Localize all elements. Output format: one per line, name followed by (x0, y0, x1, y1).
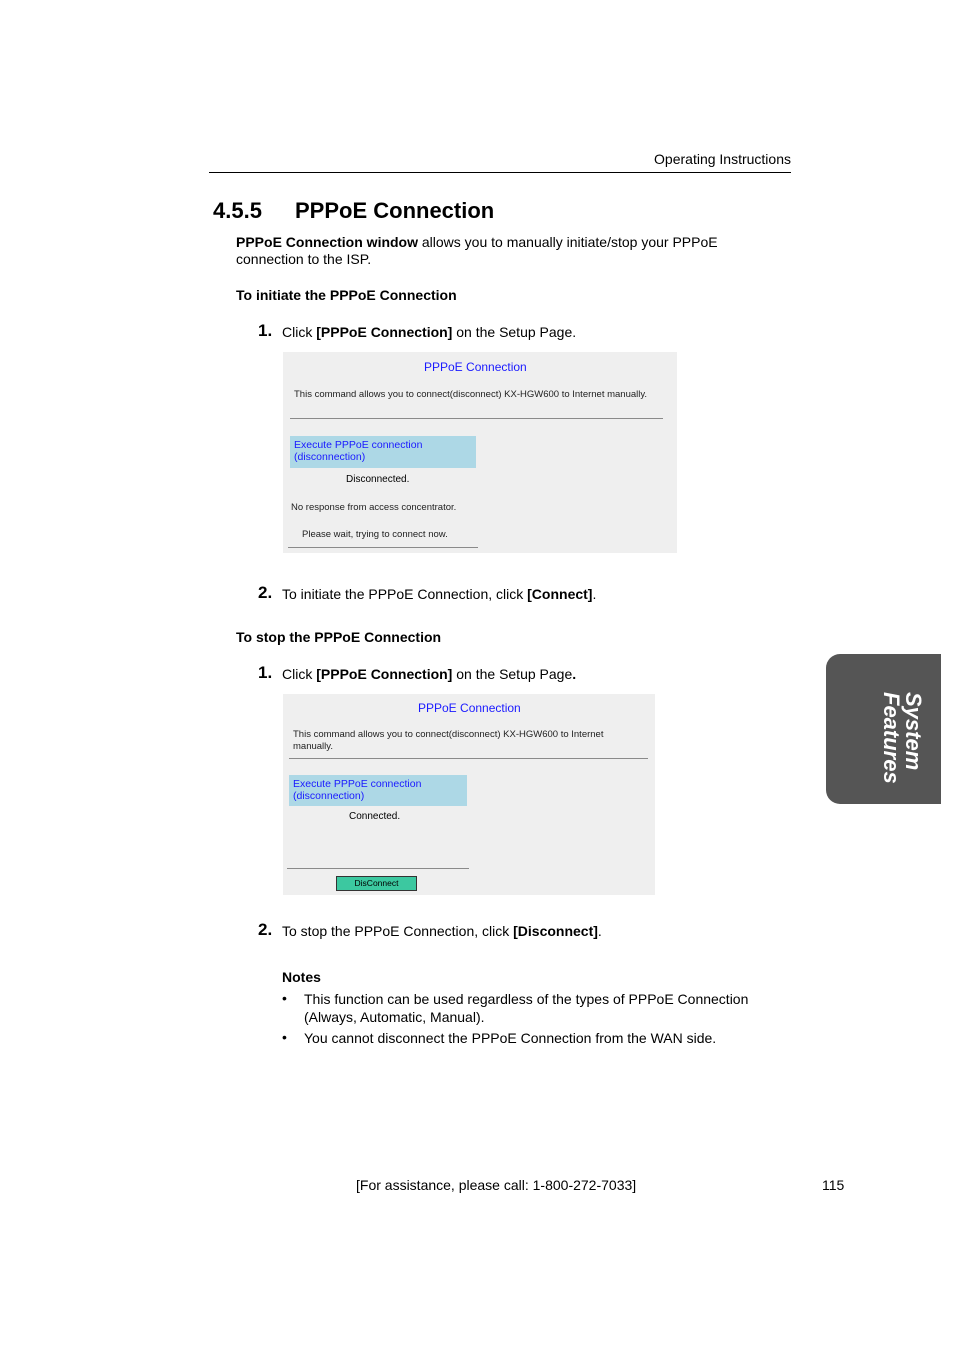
disconnect-button[interactable]: DisConnect (336, 876, 417, 891)
stop-heading: To stop the PPPoE Connection (236, 629, 442, 645)
step-text-post: . (592, 586, 597, 602)
connection-status: Disconnected. (346, 474, 410, 485)
initiate-step1-number: 1. (258, 321, 273, 340)
stop-step1-number: 1. (258, 663, 273, 682)
step-text-bold: [Disconnect] (513, 923, 598, 939)
step-text-pre: To stop the PPPoE Connection, click (282, 923, 514, 939)
shot-divider (290, 418, 663, 419)
initiate-step2-number: 2. (258, 583, 273, 602)
step-text-bold: [PPPoE Connection] (316, 324, 453, 340)
notes-heading: Notes (282, 969, 321, 985)
note-item: You cannot disconnect the PPPoE Connection from the WAN side. (304, 1030, 717, 1046)
connection-status: Connected. (349, 811, 401, 822)
intro-bold: PPPoE Connection window (236, 234, 418, 250)
screenshot-initiate (283, 352, 677, 553)
header-rule (209, 172, 791, 173)
stop-step2-text (282, 923, 602, 939)
section-number: 4.5.5 (213, 198, 262, 223)
execute-connection-label: Execute PPPoE connection (disconnection) (290, 436, 476, 468)
screenshot-stop (283, 694, 655, 895)
execute-connection-label: Execute PPPoE connection (disconnection) (289, 775, 467, 806)
step-text-pre: Click (282, 324, 317, 340)
step-text-pre: Click (282, 666, 317, 682)
initiate-step2-text (282, 586, 596, 602)
tab-line1: System (901, 692, 926, 771)
step-text-period: . (572, 666, 577, 682)
stop-step2-number: 2. (258, 920, 273, 939)
shot-description: This command allows you to connect(disconnect) KX-HGW600 to Internet manually. (293, 729, 604, 752)
shot-bottom-divider (288, 547, 478, 548)
shot-description: This command allows you to connect(disconnect) KX-HGW600 to Internet manually. (294, 389, 648, 400)
step-text-post: on the Setup Page. (452, 324, 577, 340)
shot-divider (289, 758, 648, 759)
bullet-icon: • (282, 990, 287, 1006)
initiate-heading: To initiate the PPPoE Connection (236, 287, 457, 303)
bullet-icon: • (282, 1029, 287, 1045)
step-text-post: on the Setup Page (452, 666, 573, 682)
chapter-tab (826, 654, 941, 804)
intro-paragraph (236, 234, 756, 268)
note-item: This function can be used regardless of the types of PPPoE Connection (Always, Automatic, Manual). (304, 991, 749, 1025)
initiate-step1-text (282, 324, 576, 340)
shot-bottom-divider (287, 868, 469, 869)
footer-assistance: [For assistance, please call: 1-800-272-7033] (356, 1177, 637, 1193)
shot-title: PPPoE Connection (418, 701, 521, 715)
stop-step1-text (282, 666, 576, 682)
shot-title: PPPoE Connection (424, 360, 527, 374)
step-text-bold: [PPPoE Connection] (316, 666, 453, 682)
page-number: 115 (822, 1177, 845, 1193)
wait-message: Please wait, trying to connect now. (302, 529, 448, 540)
tab-line2: Features (879, 692, 904, 784)
intro-rest: allows you to manually initiate/stop your PPPoE connection to the ISP. (236, 234, 718, 267)
step-text-bold: [Connect] (527, 586, 593, 602)
section-title: PPPoE Connection (295, 198, 495, 223)
running-header: Operating Instructions (654, 151, 791, 167)
step-text-pre: To initiate the PPPoE Connection, click (282, 586, 528, 602)
chapter-tab-label (809, 692, 924, 842)
status-message: No response from access concentrator. (291, 502, 457, 513)
step-text-post: . (597, 923, 602, 939)
